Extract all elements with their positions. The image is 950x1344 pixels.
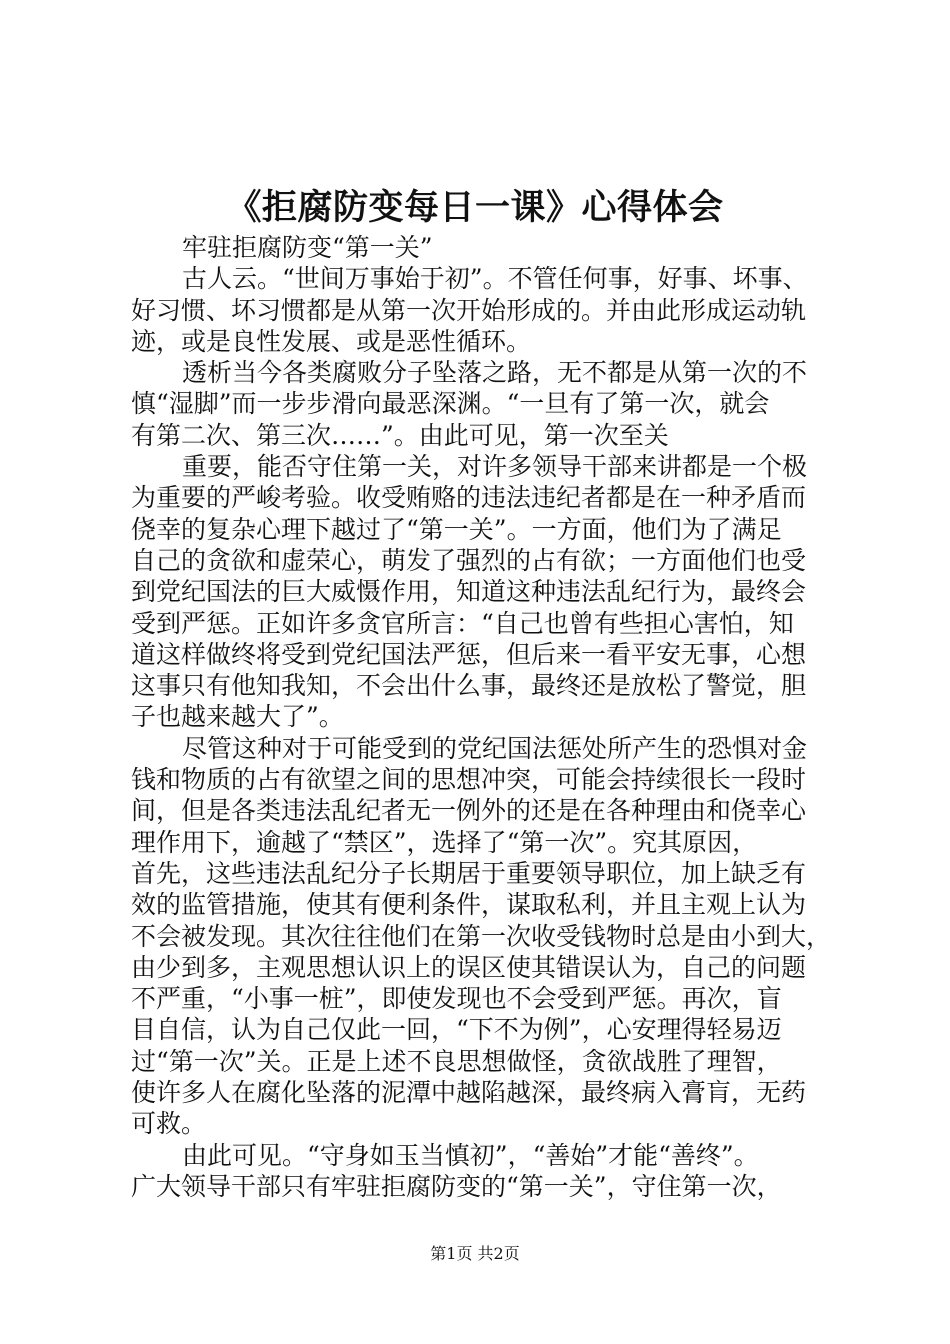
body-line-6: 有第二次、第三次……”。由此可见，第一次至关	[131, 420, 669, 450]
body-line-5: 慎“湿脚”而一步步滑向最恶深渊。“一旦有了第一次，就会	[131, 389, 770, 419]
body-line-22: 不会被发现。其次往往他们在第一次收受钱物时总是由小到大，	[131, 921, 832, 951]
body-line-30: 广大领导干部只有牢驻拒腐防变的“第一关”，守住第一次，	[131, 1171, 782, 1201]
body-line-19: 理作用下，逾越了“禁区”，选择了“第一次”。究其原因，	[131, 827, 758, 857]
body-line-16: 尽管这种对于可能受到的党纪国法惩处所产生的恐惧对金	[182, 733, 808, 763]
body-line-3: 迹，或是良性发展、或是恶性循环。	[131, 326, 532, 356]
body-line-26: 过“第一次”关。正是上述不良思想做怪，贪欲战胜了理智，	[131, 1046, 782, 1076]
body-line-23: 由少到多，主观思想认识上的误区使其错误认为，自己的问题	[131, 952, 807, 982]
body-line-1: 古人云。“世间万事始于初”。不管任何事，好事、坏事、	[182, 264, 808, 294]
body-line-11: 到党纪国法的巨大威慑作用，知道这种违法乱纪行为，最终会	[131, 577, 807, 607]
document-body	[131, 232, 851, 1202]
body-line-20: 首先，这些违法乱纪分子长期居于重要领导职位，加上缺乏有	[131, 858, 807, 888]
document-title: 《拒腐防变每日一课》心得体会	[226, 187, 724, 228]
body-line-25: 目自信，认为自己仅此一回，“下不为例”，心安理得轻易迈	[131, 1015, 782, 1045]
body-line-8: 为重要的严峻考验。收受贿赂的违法违纪者都是在一种矛盾而	[131, 483, 807, 513]
body-line-15: 子也越来越大了”。	[131, 702, 344, 732]
body-line-17: 钱和物质的占有欲望之间的思想冲突，可能会持续很长一段时	[131, 765, 807, 795]
body-line-27: 使许多人在腐化坠落的泥潭中越陷越深，最终病入膏肓，无药	[131, 1078, 807, 1108]
subtitle-line: 牢驻拒腐防变“第一关”	[182, 233, 433, 262]
body-line-28: 可救。	[131, 1109, 207, 1139]
body-line-18: 间，但是各类违法乱纪者无一例外的还是在各种理由和侥幸心	[131, 796, 807, 826]
body-line-13: 道这样做终将受到党纪国法严惩，但后来一看平安无事，心想	[131, 639, 807, 669]
body-line-21: 效的监管措施，使其有便利条件，谋取私利，并且主观上认为	[131, 890, 807, 920]
body-line-7: 重要，能否守住第一关，对许多领导干部来讲都是一个极	[182, 452, 808, 482]
page-footer: 第1页 共2页	[430, 1244, 520, 1263]
body-line-2: 好习惯、坏习惯都是从第一次开始形成的。并由此形成运动轨	[131, 295, 807, 325]
body-line-10: 自己的贪欲和虚荣心，萌发了强烈的占有欲；一方面他们也受	[131, 545, 807, 575]
body-line-4: 透析当今各类腐败分子坠落之路，无不都是从第一次的不	[182, 358, 808, 388]
body-line-14: 这事只有他知我知，不会出什么事，最终还是放松了警觉，胆	[131, 671, 807, 701]
body-line-9: 侥幸的复杂心理下越过了“第一关”。一方面，他们为了满足	[131, 514, 782, 544]
body-line-12: 受到严惩。正如许多贪官所言：“自己也曾有些担心害怕，知	[131, 608, 794, 638]
body-line-29: 由此可见。“守身如玉当慎初”，“善始”才能“善终”。	[182, 1140, 759, 1170]
body-line-24: 不严重，“小事一桩”，即使发现也不会受到严惩。再次，盲	[131, 984, 782, 1014]
